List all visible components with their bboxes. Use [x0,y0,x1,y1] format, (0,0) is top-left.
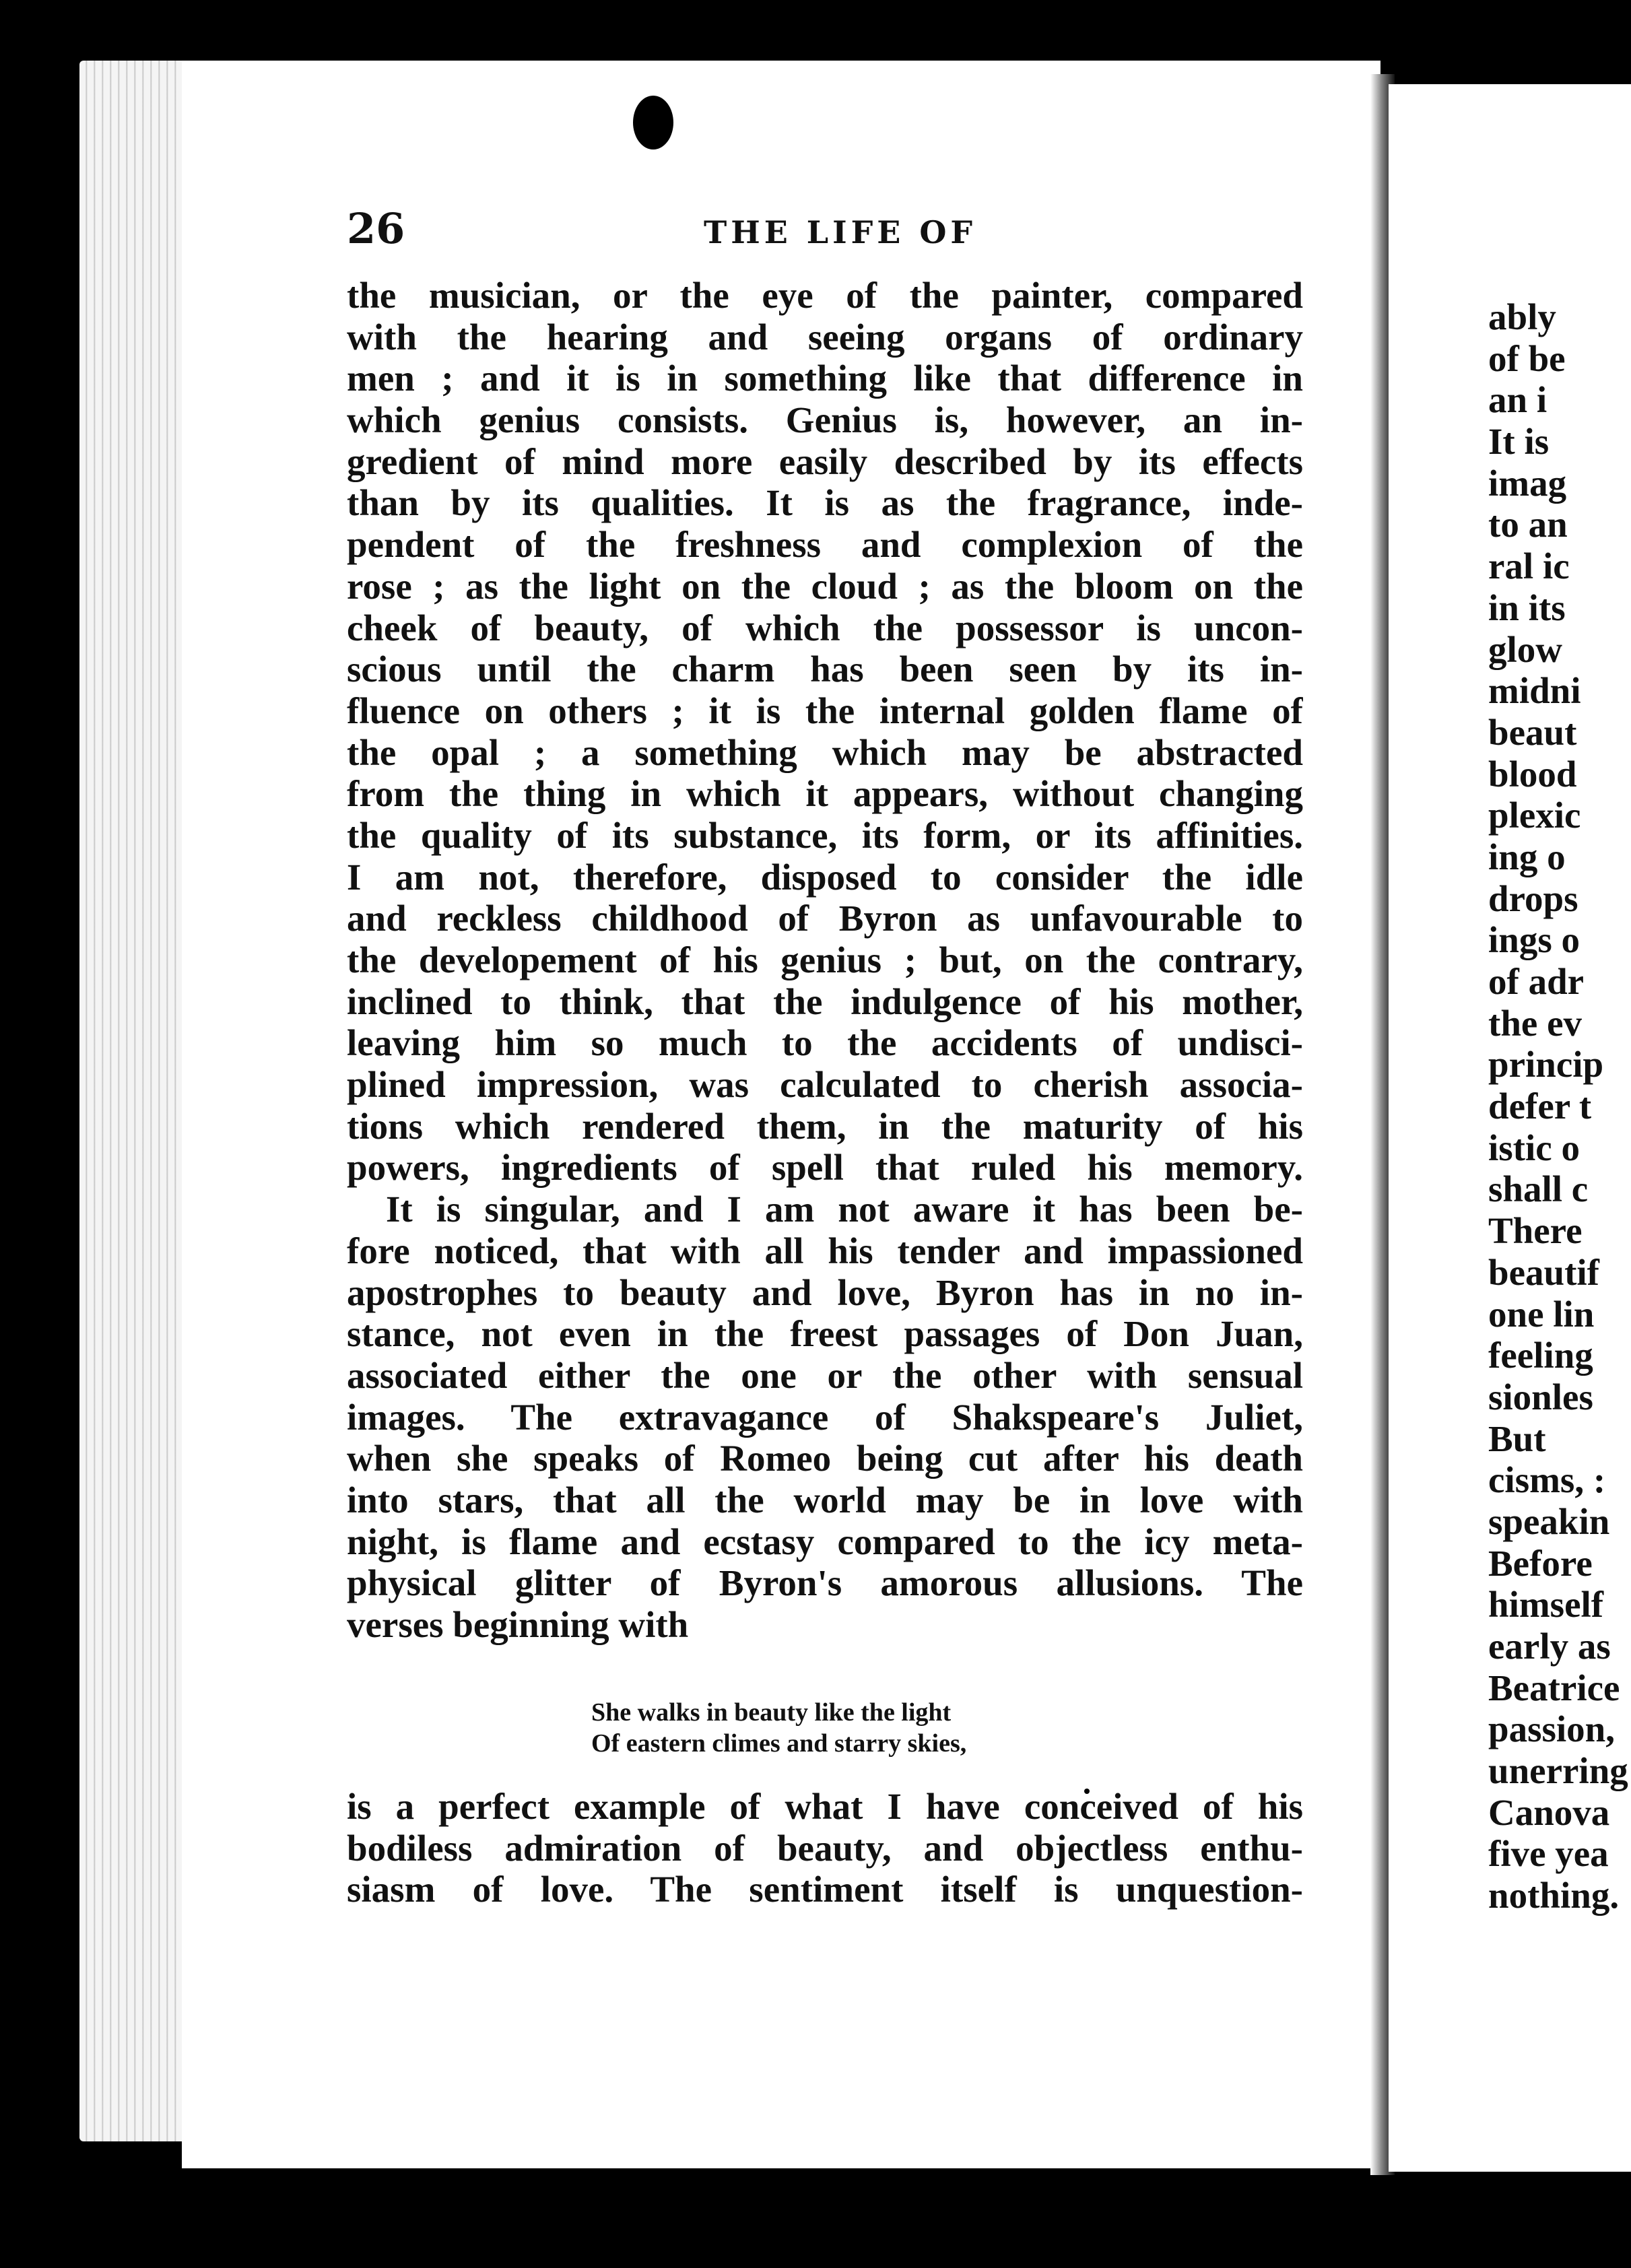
text-line: night, is flame and ecstasy compared to the icy meta- [347,1521,1303,1562]
facing-line: glow [1488,628,1562,670]
text-line: plined impression, was calculated to cherish associa- [347,1064,1303,1106]
text-line: verses beginning with [347,1604,689,1645]
running-head: THE LIFE OF [704,214,977,251]
facing-line: early as [1488,1626,1611,1667]
main-text [347,275,1303,1646]
verse-line: She walks in beauty like the light [591,1698,952,1727]
text-line: from the thing in which it appears, without changing [347,773,1303,815]
facing-line: of be [1488,337,1566,379]
facing-line: feeling [1488,1335,1593,1376]
facing-line: shall c [1488,1168,1589,1210]
facing-line: in its [1488,587,1566,628]
text-line: It is singular, and I am not aware it has been be- [386,1189,1303,1230]
facing-line: one lin [1488,1293,1595,1335]
text-line: the musician, or the eye of the painter, compared [347,275,1303,316]
facing-line: himself [1488,1584,1604,1626]
facing-line: Canova [1488,1791,1610,1833]
facing-line: Beatrice [1488,1667,1620,1708]
facing-line: cisms, : [1488,1459,1606,1501]
facing-line: It is [1488,421,1550,463]
text-line: the developement of his genius ; but, on the contrary, [347,939,1303,980]
text-line: into stars, that all the world may be in love with [347,1479,1303,1521]
page-number: 26 [347,204,405,253]
text-line: with the hearing and seeing organs of ordinary [347,316,1303,358]
facing-line: plexic [1488,795,1581,836]
facing-line: beaut [1488,711,1577,753]
facing-line: five yea [1488,1833,1609,1875]
text-line: pendent of the freshness and complexion of the [347,524,1303,566]
text-line: is a perfect example of what I have conceived of his [347,1786,1303,1827]
facing-line: to an [1488,504,1568,545]
text-line: fluence on others ; it is the internal golden flame of [347,690,1303,731]
facing-line: an i [1488,379,1547,421]
text-line: than by its qualities. It is as the fragrance, inde- [347,482,1303,524]
facing-line: unerring [1488,1750,1628,1792]
text-line: rose ; as the light on the cloud ; as the bloom on the [347,565,1303,607]
text-line: scious until the charm has been seen by its in- [347,648,1303,690]
text-line: images. The extravagance of Shakspeare's Juliet, [347,1396,1303,1438]
facing-line: ing o [1488,836,1566,877]
text-line: tions which rendered them, in the maturity of his [347,1105,1303,1147]
facing-line: passion, [1488,1708,1616,1750]
facing-line: ral ic [1488,545,1570,587]
text-line: men ; and it is in something like that difference in [347,358,1303,399]
text-line: and reckless childhood of Byron as unfavourable to [347,898,1303,939]
text-line: the opal ; a something which may be abstracted [347,731,1303,773]
facing-line: ings o [1488,919,1580,961]
text-line: cheek of beauty, of which the possessor is uncon- [347,607,1303,648]
facing-page-text [1488,296,1628,1916]
page-header [347,202,1303,256]
facing-line: defer t [1488,1086,1592,1127]
text-line: physical glitter of Byron's amorous allusions. The [347,1562,1303,1604]
verse-line: Of eastern climes and starry skies, [591,1729,967,1758]
text-line: stance, not even in the freest passages of Don Juan, [347,1313,1303,1355]
facing-line: imag [1488,462,1567,504]
facing-line: istic o [1488,1127,1580,1168]
text-line: fore noticed, that with all his tender and impassioned [347,1230,1303,1271]
text-line: inclined to think, that the indulgence of his mother, [347,980,1303,1022]
facing-line: sionles [1488,1376,1593,1418]
facing-line: princip [1488,1044,1604,1086]
text-line: apostrophes to beauty and love, Byron has in no in- [347,1271,1303,1313]
text-line: powers, ingredients of spell that ruled his memory. [347,1147,1303,1189]
facing-line: speakin [1488,1500,1610,1542]
facing-line: drops [1488,877,1578,919]
facing-line: Before [1488,1542,1593,1584]
text-line: siasm of love. The sentiment itself is unquestion- [347,1869,1303,1910]
binding-hole [633,96,673,149]
facing-line: ably [1488,296,1556,337]
facing-line: midni [1488,670,1581,712]
facing-line: of adr [1488,961,1585,1002]
facing-line: nothing. [1488,1875,1620,1916]
text-line: which genius consists. Genius is, however, an in- [347,399,1303,441]
quoted-verse [591,1697,966,1759]
facing-line: the ev [1488,1002,1582,1044]
facing-line: beautif [1488,1251,1599,1293]
text-line: bodiless admiration of beauty, and objectless enthu- [347,1827,1303,1869]
text-line: when she speaks of Romeo being cut after his death [347,1438,1303,1479]
text-line: gredient of mind more easily described by its effects [347,440,1303,482]
text-line: I am not, therefore, disposed to consider the idle [347,856,1303,898]
facing-line: But [1488,1418,1546,1459]
text-line: associated either the one or the other with sensual [347,1354,1303,1396]
text-line: the quality of its substance, its form, or its affinities. [347,814,1303,856]
text-line: leaving him so much to the accidents of undisci- [347,1022,1303,1064]
facing-line: blood [1488,753,1577,795]
main-text-continued [347,1786,1303,1910]
facing-line: There [1488,1210,1583,1252]
